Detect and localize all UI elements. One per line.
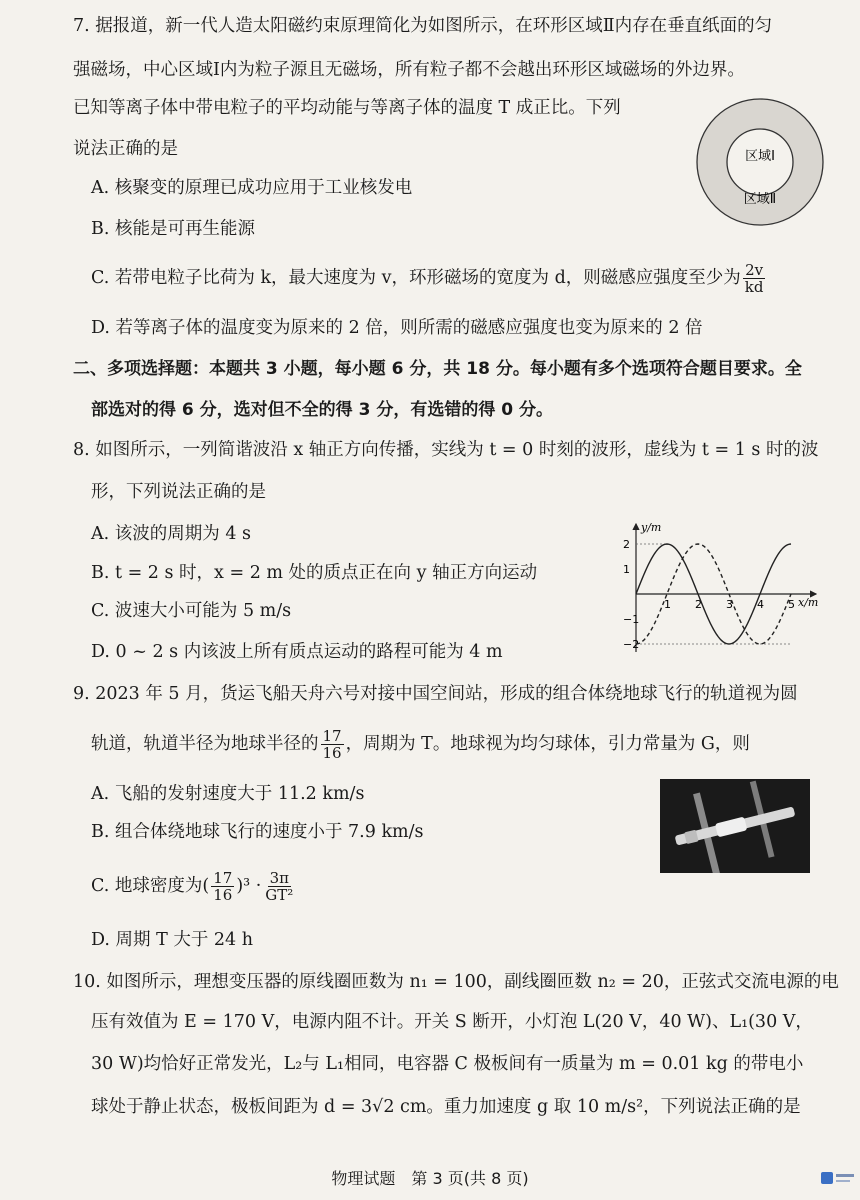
region-1-label: 区域Ⅰ — [745, 149, 775, 164]
y-tick-label: −2 — [623, 638, 640, 651]
q9-c-num2: 3π — [269, 869, 289, 887]
q9-c-den2: GT² — [265, 886, 294, 904]
q7-option-d: D. 若等离子体的温度变为原来的 2 倍，则所需的磁感应强度也变为原来的 2 倍 — [91, 318, 703, 338]
section-2-heading-line-1: 二、多项选择题：本题共 3 小题，每小题 6 分，共 18 分。每小题有多个选项符合题目要求。全 — [73, 359, 802, 379]
q9-line-1: 9. 2023 年 5 月，货运飞船天舟六号对接中国空间站，形成的组合体绕地球飞行的轨道视为圆 — [73, 684, 798, 704]
section-2-heading-line-2: 部选对的得 6 分，选对但不全的得 3 分，有选错的得 0 分。 — [91, 400, 553, 420]
y-tick-label: −1 — [623, 613, 640, 626]
q9-radius-fraction — [321, 728, 344, 761]
q7-line-3: 已知等离子体中带电粒子的平均动能与等离子体的温度 T 成正比。下列 — [73, 98, 621, 118]
q7-option-c — [91, 262, 767, 295]
q9-c-num1: 17 — [213, 869, 233, 887]
q9-space-station-photo — [660, 779, 810, 873]
q8-option-a: A. 该波的周期为 4 s — [91, 524, 252, 544]
q7-option-c-fraction — [743, 262, 766, 295]
q9-c-fraction-2 — [263, 870, 295, 903]
q9-option-d: D. 周期 T 大于 24 h — [91, 930, 253, 950]
scanner-watermark-logo — [820, 1170, 856, 1192]
q9-frac-denominator: 16 — [322, 744, 342, 762]
q7-line-4: 说法正确的是 — [73, 139, 178, 159]
q9-option-c — [91, 870, 297, 903]
x-tick-label: 4 — [757, 598, 764, 611]
q10-line-2: 压有效值为 E = 170 V，电源内阻不计。开关 S 断开，小灯泡 L(20 V，40 W)、L₁(30 V， — [91, 1012, 813, 1032]
q10-line-4: 球处于静止状态，极板间距为 d = 3√2 cm。重力加速度 g 取 10 m/s²，下列说法正确的是 — [91, 1097, 801, 1117]
q7-option-a: A. 核聚变的原理已成功应用于工业核发电 — [91, 178, 413, 198]
q9-c-den1: 16 — [213, 886, 233, 904]
region-2-label: 区域Ⅱ — [743, 192, 777, 207]
q9-c-mid: )³ · — [236, 876, 262, 896]
q10-line-1: 10. 如图所示，理想变压器的原线圈匝数为 n₁ = 100，副线圈匝数 n₂ = 20，正弦式交流电源的电 — [73, 972, 839, 992]
x-tick-label: 2 — [695, 598, 702, 611]
q7-line-2: 强磁场，中心区域Ⅰ内为粒子源且无磁场，所有粒子都不会越出环形区域磁场的外边界。 — [73, 60, 745, 80]
q7-option-b: B. 核能是可再生能源 — [91, 219, 255, 239]
page-footer: 物理试题 第 3 页(共 8 页) — [331, 1169, 529, 1188]
y-tick-label: 1 — [623, 563, 630, 576]
q8-option-b: B. t = 2 s 时，x = 2 m 处的质点正在向 y 轴正方向运动 — [91, 563, 538, 583]
q9-frac-numerator: 17 — [322, 727, 342, 745]
q7-option-c-text: C. 若带电粒子比荷为 k，最大速度为 v，环形磁场的宽度为 d，则磁感应强度至少为 — [91, 268, 741, 288]
q8-option-c: C. 波速大小可能为 5 m/s — [91, 601, 292, 621]
q9-c-prefix: C. 地球密度为( — [91, 876, 210, 896]
q7-c-numerator: 2v — [745, 261, 764, 279]
q7-line-1: 7. 据报道，新一代人造太阳磁约束原理简化为如图所示，在环形区域Ⅱ内存在垂直纸面的匀 — [73, 16, 773, 36]
q9-option-b: B. 组合体绕地球飞行的速度小于 7.9 km/s — [91, 822, 424, 842]
q9-option-a: A. 飞船的发射速度大于 11.2 km/s — [91, 784, 365, 804]
q7-c-denominator: kd — [744, 278, 764, 296]
q9-c-fraction-1 — [211, 870, 234, 903]
x-axis-label: x/m — [798, 596, 819, 609]
x-tick-label: 3 — [726, 598, 733, 611]
x-tick-label: 5 — [788, 598, 795, 611]
q8-option-d: D. 0 ~ 2 s 内该波上所有质点运动的路程可能为 4 m — [91, 642, 503, 662]
q9-line-2-prefix: 轨道，轨道半径为地球半径的 — [91, 734, 319, 754]
q10-line-3: 30 W)均恰好正常发光，L₂与 L₁相同，电容器 C 极板间有一质量为 m = 0.01 kg 的带电小 — [91, 1054, 804, 1074]
y-axis-label: y/m — [641, 521, 662, 534]
q8-line-1: 8. 如图所示，一列简谐波沿 x 轴正方向传播，实线为 t = 0 时刻的波形，虚线为 t = 1 s 时的波 — [73, 440, 819, 460]
y-tick-label: 2 — [623, 538, 630, 551]
x-tick-label: 1 — [664, 598, 671, 611]
q9-line-2 — [91, 728, 750, 761]
q8-wave-graph — [620, 520, 820, 655]
q9-line-2-suffix: ，周期为 T。地球视为均匀球体，引力常量为 G，则 — [345, 734, 750, 754]
q8-line-2: 形，下列说法正确的是 — [91, 482, 266, 502]
q7-ring-diagram — [694, 96, 826, 228]
